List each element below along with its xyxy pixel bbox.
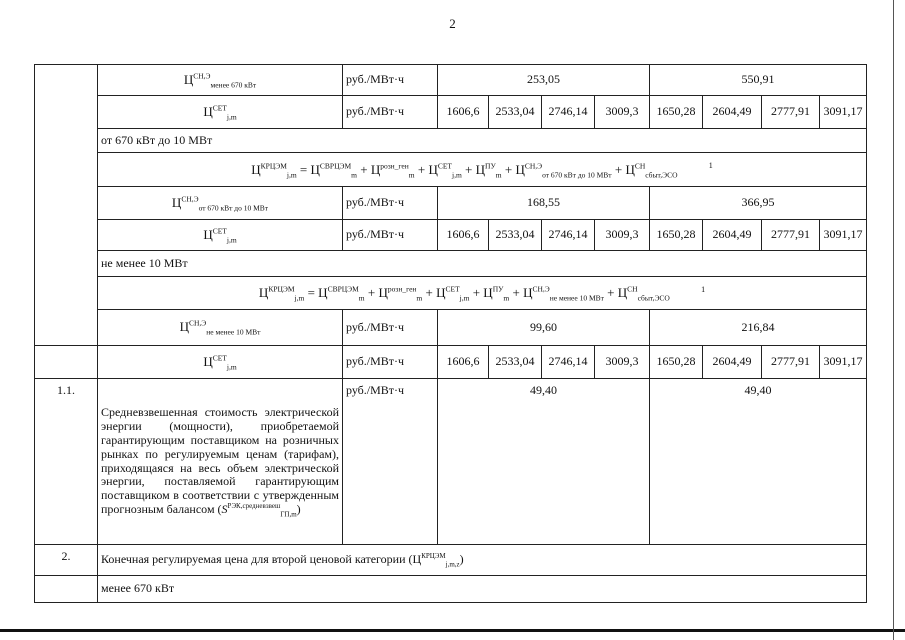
value-cell: 2777,91 [762,346,820,379]
section-row [35,129,867,153]
price-formula: $Ц^{КРЦЭМ}_{j,m} = Ц^{СВРЦЭМ}_m + Ц^{розн\_ген}_m + Ц^{СЕТ}_{j,m} + Ц^{ПУ}_m + Ц^{СН,Э}_{не менее 10 МВт} + Ц^{СН}_{сбыт,ЭСО}$ [258,284,670,303]
table-row [35,346,867,379]
value-cell: 550,91 [650,65,867,96]
price-symbol: $Ц^{СЕТ}_{j,m}$ [203,353,237,372]
value-cell: 1606,6 [438,346,489,379]
value-cell: 2604,49 [703,220,762,251]
value-cell: 2533,04 [489,220,542,251]
value-cell: 49,40 [650,379,867,545]
section-row [35,251,867,277]
table-row [35,65,867,96]
value-cell: 2533,04 [489,96,542,129]
footnote-marker: 1 [701,284,706,294]
table-row [35,96,867,129]
value-cell: 2746,14 [542,96,595,129]
table-row-item-2 [35,545,867,576]
index-cell-empty [35,346,98,379]
formula-cell [98,153,867,187]
value-cell: 3091,17 [820,96,867,129]
value-cell: 253,05 [438,65,650,96]
value-cell: 2746,14 [542,346,595,379]
value-cell: 1650,28 [650,346,703,379]
value-cell: 366,95 [650,187,867,220]
value-cell: 3009,3 [595,96,650,129]
unit-cell: руб./МВт·ч [343,346,438,379]
price-formula: $Ц^{КРЦЭМ}_{j,m} = Ц^{СВРЦЭМ}_m + Ц^{розн\_ген}_m + Ц^{СЕТ}_{j,m} + Ц^{ПУ}_m + Ц^{СН,Э}_{от 670 кВт до 10 МВт} + Ц^{СН}_{сбыт,ЭСО}$ [251,161,678,180]
value-cell: 2777,91 [762,96,820,129]
value-cell: 3091,17 [820,346,867,379]
table-row [35,310,867,346]
value-cell: 1606,6 [438,96,489,129]
table-row [35,187,867,220]
table-row-item-1-1 [35,379,867,545]
unit-cell: руб./МВт·ч [343,310,438,346]
unit-cell: руб./МВт·ч [343,379,438,545]
section-title: от 670 кВт до 10 МВт [98,129,867,153]
price-symbol: $Ц^{СЕТ}_{j,m}$ [203,103,237,122]
item-description: Средневзвешенная стоимость электрической энергии (мощности), приобретаемой гарантирующим поставщиком на розничных рынках по регулируемым ценам (тарифам), приходящаяся на весь объем электрической энергии, поставляемой гарантирующим поставщиком в соответствии с утвержденным прогнозным балансом $(S^{РЭК,средневзвеш}_{ГП,m})$ [98,379,343,545]
scan-border-line [0,629,905,632]
formula-row [35,153,867,187]
index-cell-empty [35,576,98,603]
symbol-cell [98,346,343,379]
item-number: 2. [35,545,98,576]
value-cell: 99,60 [438,310,650,346]
value-cell: 2604,49 [703,96,762,129]
symbol-cell [98,310,343,346]
formula-cell [98,277,867,310]
section-title: менее 670 кВт [98,576,867,603]
section-row [35,576,867,603]
balance-symbol: $S^{РЭК,средневзвеш}_{ГП,m}$) [221,501,301,519]
unit-cell: руб./МВт·ч [343,187,438,220]
symbol-cell [98,220,343,251]
value-cell: 1606,6 [438,220,489,251]
page-number: 2 [449,16,456,31]
formula-row [35,277,867,310]
item-number: 1.1. [35,379,98,545]
price-symbol: $Ц^{СН,Э}_{менее 670 кВт}$ [183,71,257,90]
value-cell: 3091,17 [820,220,867,251]
symbol-cell [98,187,343,220]
price-symbol: $Ц^{СЕТ}_{j,m}$ [203,226,237,245]
footnote-marker: 1 [708,161,713,171]
unit-cell: руб./МВт·ч [343,96,438,129]
scan-edge-line [893,0,894,640]
item-title: Конечная регулируемая цена для второй ценовой категории $(Ц^{КРЦЭМ}_{j,m,z})$ [98,545,867,576]
value-cell: 1650,28 [650,96,703,129]
symbol-cell [98,96,343,129]
value-cell: 2533,04 [489,346,542,379]
unit-cell: руб./МВт·ч [343,65,438,96]
symbol-cell [98,65,343,96]
price-symbol: $Ц^{СН,Э}_{не менее 10 МВт}$ [179,318,261,337]
value-cell: 2777,91 [762,220,820,251]
table-row [35,220,867,251]
value-cell: 2604,49 [703,346,762,379]
index-cell-empty [35,65,98,346]
unit-cell: руб./МВт·ч [343,220,438,251]
value-cell: 216,84 [650,310,867,346]
value-cell: 49,40 [438,379,650,545]
tariff-table [34,64,867,603]
value-cell: 3009,3 [595,220,650,251]
value-cell: 2746,14 [542,220,595,251]
value-cell: 1650,28 [650,220,703,251]
price-symbol: $Ц^{СН,Э}_{от 670 кВт до 10 МВт}$ [171,194,269,213]
section-title: не менее 10 МВт [98,251,867,277]
value-cell: 168,55 [438,187,650,220]
price-symbol: $Ц^{КРЦЭМ}_{j,m,z}$) [412,552,464,569]
value-cell: 3009,3 [595,346,650,379]
